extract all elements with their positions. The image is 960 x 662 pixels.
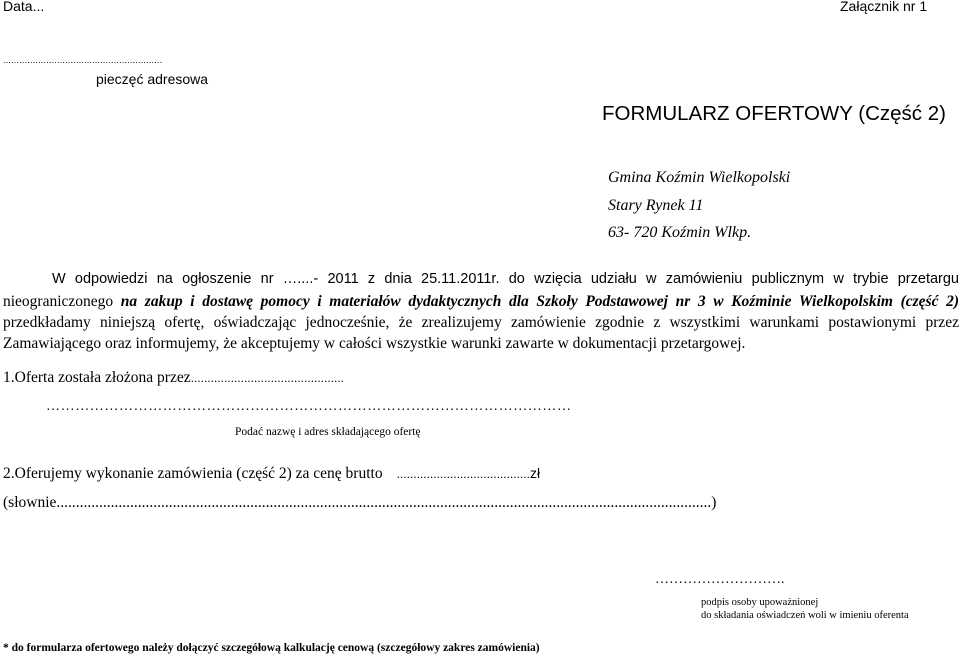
- signature-dots: ……………………….: [655, 572, 785, 587]
- offer-submitted-by: [3, 369, 344, 387]
- page-title: FORMULARZ OFERTOWY (Część 2): [602, 102, 946, 125]
- date-label: Data...: [3, 0, 45, 14]
- signature-caption-line1: podpis osoby upoważnionej: [701, 597, 819, 608]
- recipient-line: 63- 720 Koźmin Wlkp.: [608, 224, 752, 241]
- paragraph-line: W odpowiedzi na ogłoszenie nr …....- 2011 z dnia 25.11.2011r. do wzięcia udziału w zamówieniu publicznym w trybie przetargu: [52, 271, 959, 287]
- attachment-label: Załącznik nr 1: [840, 0, 928, 14]
- price-dots: ........................................: [396, 467, 530, 481]
- paragraph-line: przedkładamy niniejszą ofertę, oświadczając jednocześnie, że zrealizujemy zamówienie zgodnie z wszystkimi warunkami postawionymi przez: [3, 314, 959, 331]
- recipient-line: Gmina Koźmin Wielkopolski: [608, 169, 791, 186]
- bidder-caption: Podać nazwę i adres składającego ofertę: [235, 426, 421, 438]
- price-in-words: (słownie.........................................................................................................................................................................): [3, 494, 717, 511]
- item1-label: 1.Oferta została złożona przez: [3, 369, 191, 386]
- recipient-line: Stary Rynek 11: [608, 197, 704, 214]
- paragraph-line: Zamawiającego oraz informujemy, że akceptujemy w całości wszystkie warunki zawarte w dokumentacji przetargowej.: [3, 335, 746, 352]
- price-line: [3, 465, 540, 483]
- item1-dots: ..............................................: [190, 371, 344, 385]
- stamp-dots: ...........................................................: [3, 55, 163, 65]
- currency-label: zł: [529, 465, 541, 481]
- tender-subject: na zakup i dostawę pomocy i materiałów dydaktycznych dla Szkoły Podstawowej nr 3 w Koźminie Wielkopolskim (część 2): [120, 293, 959, 310]
- bidder-name-field: ………………………………………………………………………………………………: [46, 399, 572, 414]
- item2-label: 2.Oferujemy wykonanie zamówienia (część 2) za cenę brutto: [3, 465, 383, 482]
- paragraph-text: nieograniczonego: [3, 293, 121, 310]
- footnote: * do formularza ofertowego należy dołączyć szczegółową kalkulację cenową (szczegółowy zakres zamówienia): [3, 642, 540, 654]
- stamp-label: pieczęć adresowa: [96, 71, 209, 87]
- paragraph-line: [3, 293, 959, 311]
- signature-caption-line2: do składania oświadczeń woli w imieniu oferenta: [701, 610, 909, 621]
